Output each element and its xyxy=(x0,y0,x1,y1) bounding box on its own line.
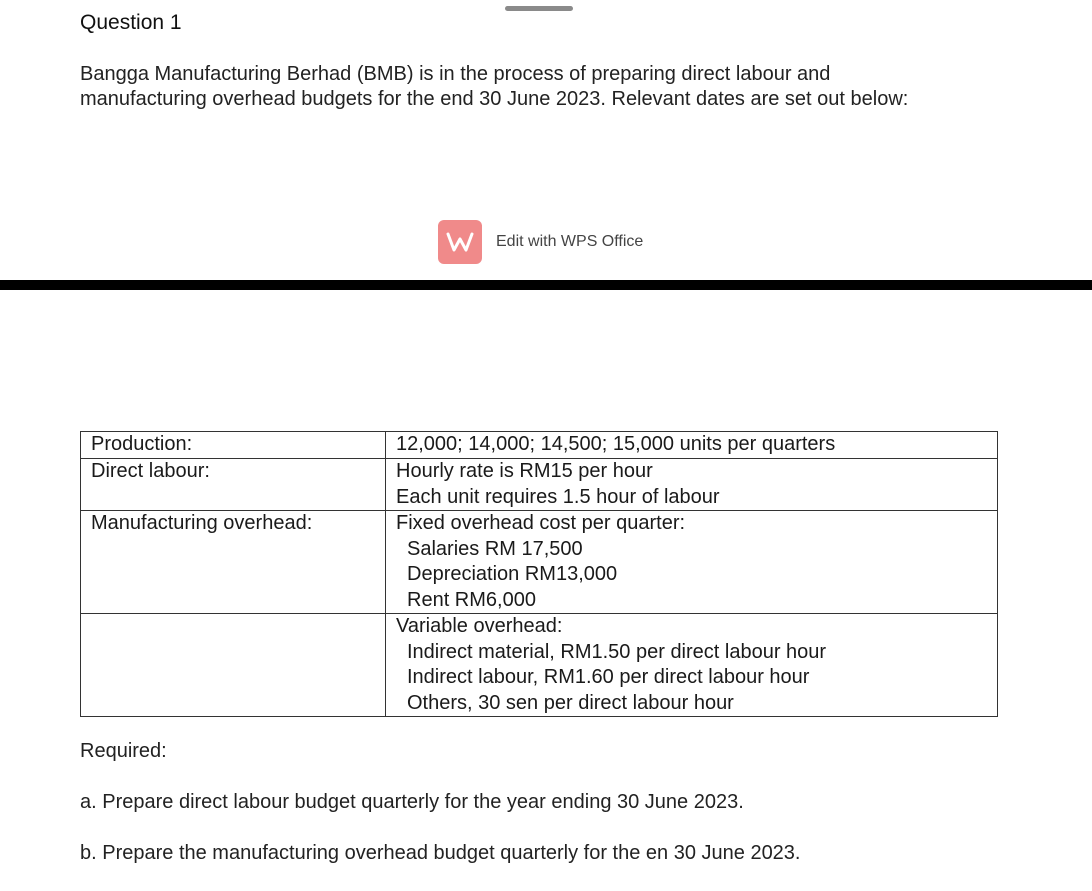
wps-w-icon xyxy=(438,220,482,264)
value-line: Depreciation RM13,000 xyxy=(407,563,618,585)
table-label-cell: Direct labour: xyxy=(81,459,386,511)
value-line: Others, 30 sen per direct labour hour xyxy=(407,691,734,714)
value-heading: Fixed overhead cost per quarter: xyxy=(396,512,686,534)
wps-label: Edit with WPS Office xyxy=(496,233,644,250)
intro-line-1: Bangga Manufacturing Berhad (BMB) is in the process of preparing direct labour and xyxy=(80,63,831,85)
value-line: 12,000; 14,000; 14,500; 15,000 units per quarters xyxy=(396,433,836,455)
table-value-cell xyxy=(386,432,998,459)
drag-handle[interactable] xyxy=(505,6,573,11)
task-b: b. Prepare the manufacturing overhead budget quarterly for the en 30 June 2023. xyxy=(80,842,801,864)
value-line: Indirect material, RM1.50 per direct labour hour xyxy=(407,640,827,663)
value-line: Each unit requires 1.5 hour of labour xyxy=(396,485,720,508)
edit-with-wps-button[interactable] xyxy=(438,220,643,264)
value-line: Rent RM6,000 xyxy=(407,588,536,611)
value-line: Salaries RM 17,500 xyxy=(407,537,583,560)
value-line: Hourly rate is RM15 per hour xyxy=(396,460,653,482)
table-value-cell xyxy=(386,511,998,614)
page-divider xyxy=(0,280,1092,290)
intro-line-2: manufacturing overhead budgets for the end 30 June 2023. Relevant dates are set out below: xyxy=(80,88,909,110)
value-line: Indirect labour, RM1.60 per direct labour hour xyxy=(407,666,810,688)
table-value-cell xyxy=(386,459,998,511)
table-row-variable-overhead xyxy=(81,614,998,717)
value-heading: Variable overhead: xyxy=(396,615,563,637)
required-heading: Required: xyxy=(80,740,167,762)
budget-data-table xyxy=(80,431,998,717)
table-label-cell: Manufacturing overhead: xyxy=(81,511,386,614)
table-label-cell xyxy=(81,614,386,717)
table-row-fixed-overhead xyxy=(81,511,998,614)
task-a: a. Prepare direct labour budget quarterly for the year ending 30 June 2023. xyxy=(80,791,744,813)
table-label-cell: Production: xyxy=(81,432,386,459)
table-value-cell xyxy=(386,614,998,717)
table-row-production xyxy=(81,432,998,459)
intro-paragraph xyxy=(80,62,1040,112)
question-title: Question 1 xyxy=(80,11,182,34)
table-row-direct-labour xyxy=(81,459,998,511)
